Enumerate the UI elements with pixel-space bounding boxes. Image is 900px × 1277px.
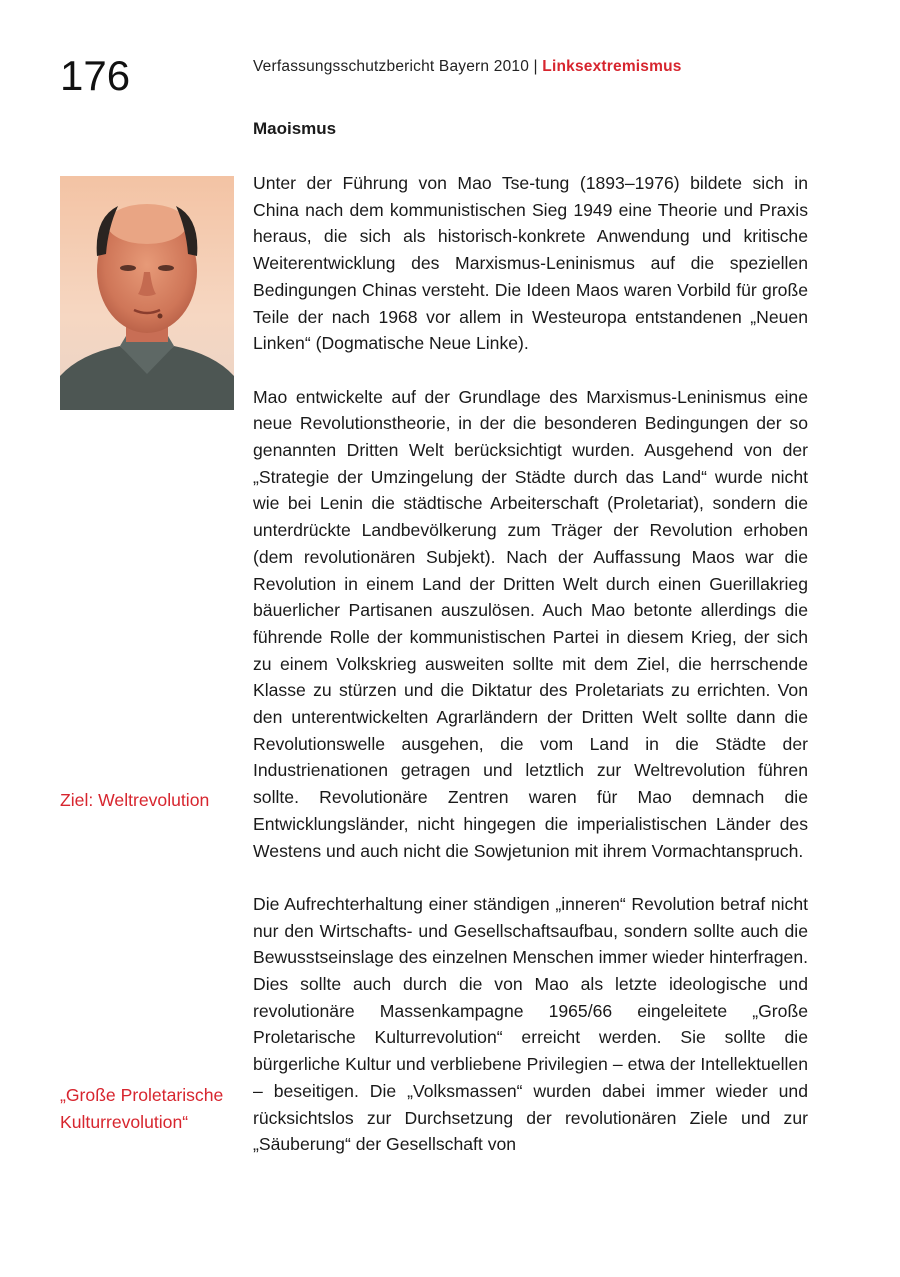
portrait-photo xyxy=(60,176,234,410)
article-body xyxy=(253,170,808,1185)
margin-note-kulturrevolution: „Große Proletarische Kulturrevolution“ xyxy=(60,1085,224,1132)
paragraph: Mao entwickelte auf der Grundlage des Marxismus-Leninismus eine neue Revolutionstheorie, in der die besonderen Bedingungen der so genannten Dritten Welt berücksichtigt wurden. Ausgehend von der „Strategie der Umzingelung der Städte durch das Land“ wurde nicht wie bei Lenin die städtische Arbeiterschaft (Proletariat), sondern die unterdrückte Landbevölkerung zum Träger der Revolution erhoben (dem revolutionären Subjekt). Nach der Auffassung Maos war die Revolution in einem Land der Dritten Welt durch einen Guerillakrieg bäuerlicher Partisanen auszulösen. Auch Mao betonte allerdings die führende Rolle der kommunistischen Partei in diesem Krieg, der sich zu einem Volkskrieg ausweiten sollte mit dem Ziel, die herrschende Klasse zu stürzen und die Diktatur des Proletariats zu errichten. Von den unterentwickelten Agrarländern der Dritten Welt sollte dann die Revolutionswelle ausgehen, die vom Land in die Städte der Industrienationen getragen und letztlich zur Weltrevolution führen sollte. Revolutionäre Zentren waren für Mao demnach die Entwicklungsländer, nicht hingegen die imperialistischen Länder des Westens und auch nicht die Sowjetunion mit ihrem Vormachtanspruch. xyxy=(253,386,808,861)
section-name: Linksextremismus xyxy=(542,58,682,75)
margin-note-weltrevolution: Ziel: Weltrevolution xyxy=(60,790,210,810)
article-title: Maoismus xyxy=(253,119,337,138)
paragraph: Die Aufrechterhaltung einer ständigen „inneren“ Revolution betraf nicht nur den Wirtschafts- und Gesellschaftsaufbau, sondern sollte auch die Bewusstseinslage des einzelnen Menschen immer wieder hinterfragen. Dies sollte auch durch die von Mao als letzte ideologische und revolutionäre Massenkampagne 1965/66 eingeleitete „Große Proletarische Kulturrevolution“ erreicht werden. Sie sollte die bürgerliche Kultur und verbliebene Privilegien – etwa der Intellektuellen – beseitigen. Die „Volksmassen“ wurden dabei immer wieder und rücksichtslos zur Durchsetzung der revolutionären Ziele und zur „Säuberung“ der Gesellschaft von xyxy=(253,893,808,1155)
page-number: 176 xyxy=(60,52,131,99)
running-header xyxy=(253,58,682,76)
paragraph: Unter der Führung von Mao Tse-tung (1893–1976) bildete sich in China nach dem kommunistischen Sieg 1949 eine Theorie und Praxis heraus, die sich als historisch-konkrete Anwendung und kritische Weiterentwicklung des Marxismus-Leninismus auf die speziellen Bedingungen Chinas versteht. Die Ideen Maos waren Vorbild für große Teile der nach 1968 vor allem in Westeuropa entstandenen „Neuen Linken“ (Dogmatische Neue Linke). xyxy=(253,173,808,354)
publication-title: Verfassungsschutzbericht Bayern 2010 | xyxy=(253,58,538,75)
